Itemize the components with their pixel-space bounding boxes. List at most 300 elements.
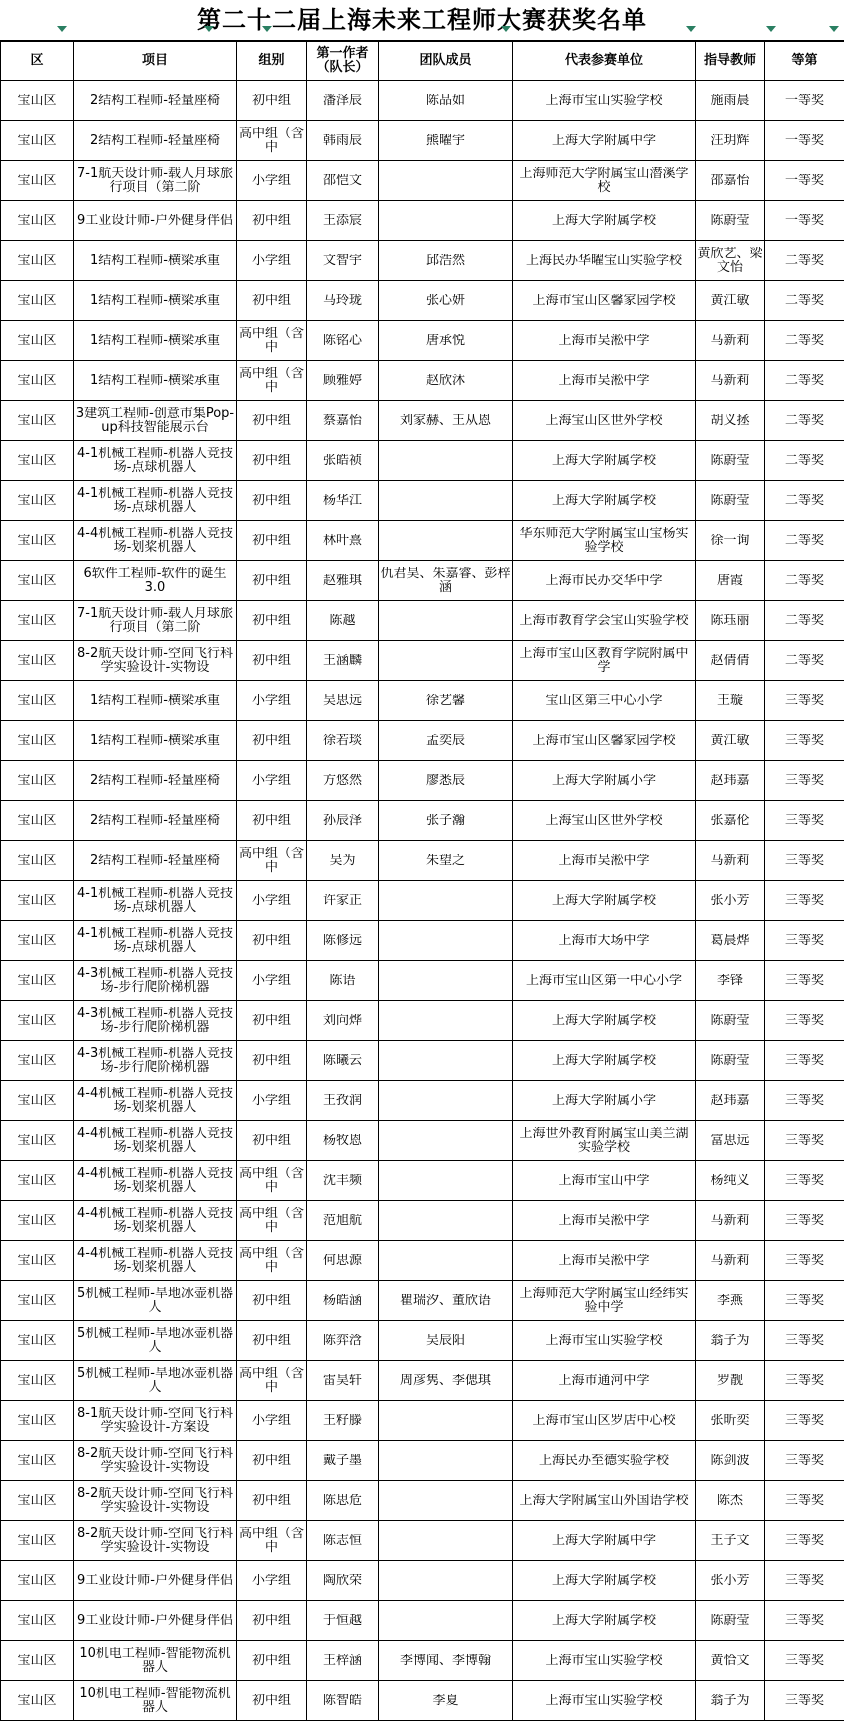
cell-team-members[interactable]: [379, 1001, 513, 1041]
cell-first-author[interactable]: [307, 1321, 379, 1361]
cell-award[interactable]: [765, 521, 844, 561]
cell-school[interactable]: [513, 201, 696, 241]
cell-school[interactable]: [513, 761, 696, 801]
cell-first-author[interactable]: [307, 921, 379, 961]
cell-project[interactable]: [74, 1441, 237, 1481]
cell-team-members[interactable]: [379, 961, 513, 1001]
cell-school[interactable]: [513, 81, 696, 121]
cell-district[interactable]: [1, 321, 74, 361]
cell-group[interactable]: [237, 641, 307, 681]
cell-district[interactable]: [1, 921, 74, 961]
cell-team-members[interactable]: [379, 281, 513, 321]
cell-project[interactable]: [74, 121, 237, 161]
cell-award[interactable]: [765, 1201, 844, 1241]
cell-teacher[interactable]: [696, 321, 765, 361]
cell-teacher[interactable]: [696, 961, 765, 1001]
cell-teacher[interactable]: [696, 481, 765, 521]
cell-team-members[interactable]: [379, 641, 513, 681]
cell-team-members[interactable]: [379, 1161, 513, 1201]
cell-team-members[interactable]: [379, 1321, 513, 1361]
cell-award[interactable]: [765, 1641, 844, 1681]
cell-first-author[interactable]: [307, 1001, 379, 1041]
cell-first-author[interactable]: [307, 1361, 379, 1401]
cell-project[interactable]: [74, 1401, 237, 1441]
filter-dropdown-icon[interactable]: [501, 26, 511, 32]
cell-school[interactable]: [513, 441, 696, 481]
cell-award[interactable]: [765, 1241, 844, 1281]
cell-project[interactable]: [74, 561, 237, 601]
cell-award[interactable]: [765, 1281, 844, 1321]
cell-district[interactable]: [1, 681, 74, 721]
cell-award[interactable]: [765, 81, 844, 121]
cell-award[interactable]: [765, 401, 844, 441]
cell-first-author[interactable]: [307, 841, 379, 881]
cell-team-members[interactable]: [379, 881, 513, 921]
cell-school[interactable]: [513, 921, 696, 961]
cell-team-members[interactable]: [379, 81, 513, 121]
cell-award[interactable]: [765, 121, 844, 161]
cell-award[interactable]: [765, 1601, 844, 1641]
cell-first-author[interactable]: [307, 641, 379, 681]
cell-first-author[interactable]: [307, 961, 379, 1001]
cell-district[interactable]: [1, 1321, 74, 1361]
cell-project[interactable]: [74, 1521, 237, 1561]
cell-school[interactable]: [513, 1201, 696, 1241]
cell-first-author[interactable]: [307, 81, 379, 121]
cell-group[interactable]: [237, 521, 307, 561]
cell-group[interactable]: [237, 1521, 307, 1561]
cell-team-members[interactable]: [379, 1081, 513, 1121]
cell-district[interactable]: [1, 1041, 74, 1081]
filter-dropdown-icon[interactable]: [57, 26, 67, 32]
cell-project[interactable]: [74, 481, 237, 521]
cell-school[interactable]: [513, 1521, 696, 1561]
cell-group[interactable]: [237, 1321, 307, 1361]
cell-project[interactable]: [74, 201, 237, 241]
cell-school[interactable]: [513, 1601, 696, 1641]
cell-district[interactable]: [1, 441, 74, 481]
cell-teacher[interactable]: [696, 1361, 765, 1401]
cell-school[interactable]: [513, 401, 696, 441]
cell-team-members[interactable]: [379, 681, 513, 721]
cell-first-author[interactable]: [307, 801, 379, 841]
cell-school[interactable]: [513, 1281, 696, 1321]
cell-school[interactable]: [513, 881, 696, 921]
cell-team-members[interactable]: [379, 921, 513, 961]
header-district[interactable]: 区: [1, 42, 74, 81]
cell-teacher[interactable]: [696, 841, 765, 881]
cell-district[interactable]: [1, 801, 74, 841]
cell-project[interactable]: [74, 1041, 237, 1081]
cell-award[interactable]: [765, 1521, 844, 1561]
cell-district[interactable]: [1, 1601, 74, 1641]
cell-teacher[interactable]: [696, 921, 765, 961]
cell-first-author[interactable]: [307, 1481, 379, 1521]
cell-school[interactable]: [513, 721, 696, 761]
cell-district[interactable]: [1, 1521, 74, 1561]
cell-district[interactable]: [1, 241, 74, 281]
cell-team-members[interactable]: [379, 521, 513, 561]
cell-team-members[interactable]: [379, 441, 513, 481]
cell-team-members[interactable]: [379, 121, 513, 161]
cell-team-members[interactable]: [379, 1441, 513, 1481]
cell-project[interactable]: [74, 801, 237, 841]
cell-team-members[interactable]: [379, 721, 513, 761]
cell-school[interactable]: [513, 121, 696, 161]
cell-district[interactable]: [1, 401, 74, 441]
cell-district[interactable]: [1, 641, 74, 681]
cell-first-author[interactable]: [307, 1681, 379, 1721]
cell-team-members[interactable]: [379, 1401, 513, 1441]
cell-teacher[interactable]: [696, 1001, 765, 1041]
cell-team-members[interactable]: [379, 1641, 513, 1681]
cell-group[interactable]: [237, 1441, 307, 1481]
cell-district[interactable]: [1, 961, 74, 1001]
cell-school[interactable]: [513, 1561, 696, 1601]
cell-project[interactable]: [74, 1001, 237, 1041]
cell-school[interactable]: [513, 1121, 696, 1161]
cell-project[interactable]: [74, 601, 237, 641]
cell-school[interactable]: [513, 241, 696, 281]
cell-first-author[interactable]: [307, 321, 379, 361]
cell-project[interactable]: [74, 881, 237, 921]
cell-district[interactable]: [1, 1441, 74, 1481]
cell-teacher[interactable]: [696, 1641, 765, 1681]
cell-group[interactable]: [237, 161, 307, 201]
cell-district[interactable]: [1, 561, 74, 601]
cell-district[interactable]: [1, 1401, 74, 1441]
cell-award[interactable]: [765, 241, 844, 281]
cell-district[interactable]: [1, 1681, 74, 1721]
cell-teacher[interactable]: [696, 361, 765, 401]
header-school[interactable]: 代表参赛单位: [513, 42, 696, 81]
cell-teacher[interactable]: [696, 401, 765, 441]
header-teacher[interactable]: 指导教师: [696, 42, 765, 81]
cell-district[interactable]: [1, 1201, 74, 1241]
cell-teacher[interactable]: [696, 1081, 765, 1121]
cell-district[interactable]: [1, 281, 74, 321]
cell-first-author[interactable]: [307, 681, 379, 721]
cell-award[interactable]: [765, 1081, 844, 1121]
cell-teacher[interactable]: [696, 1321, 765, 1361]
cell-award[interactable]: [765, 1441, 844, 1481]
cell-school[interactable]: [513, 641, 696, 681]
cell-team-members[interactable]: [379, 361, 513, 401]
cell-award[interactable]: [765, 561, 844, 601]
cell-team-members[interactable]: [379, 601, 513, 641]
cell-project[interactable]: [74, 1201, 237, 1241]
cell-district[interactable]: [1, 161, 74, 201]
cell-award[interactable]: [765, 1361, 844, 1401]
header-group[interactable]: 组别: [237, 42, 307, 81]
cell-first-author[interactable]: [307, 1161, 379, 1201]
cell-group[interactable]: [237, 241, 307, 281]
cell-project[interactable]: [74, 761, 237, 801]
cell-group[interactable]: [237, 1481, 307, 1521]
cell-group[interactable]: [237, 281, 307, 321]
cell-teacher[interactable]: [696, 81, 765, 121]
cell-district[interactable]: [1, 761, 74, 801]
cell-teacher[interactable]: [696, 161, 765, 201]
cell-project[interactable]: [74, 321, 237, 361]
cell-project[interactable]: [74, 521, 237, 561]
cell-project[interactable]: [74, 81, 237, 121]
header-first-author[interactable]: 第一作者（队长）: [307, 42, 379, 81]
cell-award[interactable]: [765, 1481, 844, 1521]
cell-school[interactable]: [513, 1361, 696, 1401]
cell-first-author[interactable]: [307, 521, 379, 561]
cell-team-members[interactable]: [379, 1521, 513, 1561]
cell-first-author[interactable]: [307, 161, 379, 201]
cell-project[interactable]: [74, 401, 237, 441]
cell-teacher[interactable]: [696, 881, 765, 921]
cell-group[interactable]: [237, 1601, 307, 1641]
cell-district[interactable]: [1, 81, 74, 121]
cell-group[interactable]: [237, 1081, 307, 1121]
cell-teacher[interactable]: [696, 601, 765, 641]
cell-first-author[interactable]: [307, 1641, 379, 1681]
cell-teacher[interactable]: [696, 1401, 765, 1441]
cell-award[interactable]: [765, 1681, 844, 1721]
cell-district[interactable]: [1, 521, 74, 561]
cell-district[interactable]: [1, 1561, 74, 1601]
cell-district[interactable]: [1, 1241, 74, 1281]
cell-project[interactable]: [74, 241, 237, 281]
cell-district[interactable]: [1, 841, 74, 881]
cell-team-members[interactable]: [379, 1601, 513, 1641]
cell-teacher[interactable]: [696, 1201, 765, 1241]
cell-award[interactable]: [765, 1121, 844, 1161]
cell-district[interactable]: [1, 1001, 74, 1041]
cell-school[interactable]: [513, 561, 696, 601]
cell-group[interactable]: [237, 481, 307, 521]
cell-group[interactable]: [237, 201, 307, 241]
cell-first-author[interactable]: [307, 1521, 379, 1561]
cell-group[interactable]: [237, 961, 307, 1001]
cell-teacher[interactable]: [696, 1441, 765, 1481]
cell-team-members[interactable]: [379, 481, 513, 521]
cell-group[interactable]: [237, 121, 307, 161]
cell-award[interactable]: [765, 481, 844, 521]
cell-award[interactable]: [765, 641, 844, 681]
cell-project[interactable]: [74, 1121, 237, 1161]
cell-teacher[interactable]: [696, 281, 765, 321]
cell-first-author[interactable]: [307, 1081, 379, 1121]
cell-teacher[interactable]: [696, 1041, 765, 1081]
cell-project[interactable]: [74, 841, 237, 881]
cell-team-members[interactable]: [379, 1201, 513, 1241]
cell-project[interactable]: [74, 1681, 237, 1721]
cell-group[interactable]: [237, 441, 307, 481]
cell-award[interactable]: [765, 601, 844, 641]
cell-school[interactable]: [513, 161, 696, 201]
cell-team-members[interactable]: [379, 801, 513, 841]
cell-school[interactable]: [513, 1681, 696, 1721]
filter-dropdown-icon[interactable]: [829, 26, 839, 32]
cell-group[interactable]: [237, 1041, 307, 1081]
cell-group[interactable]: [237, 1361, 307, 1401]
cell-school[interactable]: [513, 1401, 696, 1441]
cell-team-members[interactable]: [379, 1561, 513, 1601]
cell-school[interactable]: [513, 361, 696, 401]
filter-dropdown-icon[interactable]: [686, 26, 696, 32]
cell-project[interactable]: [74, 1561, 237, 1601]
cell-award[interactable]: [765, 1041, 844, 1081]
cell-teacher[interactable]: [696, 1681, 765, 1721]
cell-award[interactable]: [765, 201, 844, 241]
cell-first-author[interactable]: [307, 1401, 379, 1441]
cell-team-members[interactable]: [379, 561, 513, 601]
cell-project[interactable]: [74, 1081, 237, 1121]
cell-project[interactable]: [74, 681, 237, 721]
cell-group[interactable]: [237, 681, 307, 721]
cell-project[interactable]: [74, 721, 237, 761]
cell-teacher[interactable]: [696, 681, 765, 721]
cell-group[interactable]: [237, 1121, 307, 1161]
cell-district[interactable]: [1, 601, 74, 641]
cell-first-author[interactable]: [307, 561, 379, 601]
cell-group[interactable]: [237, 1241, 307, 1281]
cell-award[interactable]: [765, 961, 844, 1001]
cell-first-author[interactable]: [307, 241, 379, 281]
cell-group[interactable]: [237, 761, 307, 801]
cell-school[interactable]: [513, 841, 696, 881]
cell-district[interactable]: [1, 481, 74, 521]
cell-group[interactable]: [237, 921, 307, 961]
cell-district[interactable]: [1, 121, 74, 161]
cell-school[interactable]: [513, 1041, 696, 1081]
cell-teacher[interactable]: [696, 561, 765, 601]
cell-team-members[interactable]: [379, 241, 513, 281]
cell-first-author[interactable]: [307, 441, 379, 481]
cell-group[interactable]: [237, 1641, 307, 1681]
cell-project[interactable]: [74, 1641, 237, 1681]
cell-team-members[interactable]: [379, 761, 513, 801]
cell-team-members[interactable]: [379, 1121, 513, 1161]
cell-group[interactable]: [237, 1001, 307, 1041]
cell-school[interactable]: [513, 321, 696, 361]
filter-dropdown-icon[interactable]: [204, 26, 214, 32]
cell-district[interactable]: [1, 1281, 74, 1321]
cell-team-members[interactable]: [379, 1041, 513, 1081]
cell-teacher[interactable]: [696, 1481, 765, 1521]
cell-award[interactable]: [765, 1161, 844, 1201]
filter-dropdown-icon[interactable]: [766, 26, 776, 32]
cell-team-members[interactable]: [379, 401, 513, 441]
cell-first-author[interactable]: [307, 1241, 379, 1281]
cell-district[interactable]: [1, 1161, 74, 1201]
cell-award[interactable]: [765, 361, 844, 401]
cell-first-author[interactable]: [307, 721, 379, 761]
cell-school[interactable]: [513, 801, 696, 841]
cell-project[interactable]: [74, 161, 237, 201]
cell-award[interactable]: [765, 1001, 844, 1041]
cell-teacher[interactable]: [696, 1161, 765, 1201]
cell-award[interactable]: [765, 161, 844, 201]
cell-school[interactable]: [513, 1641, 696, 1681]
cell-first-author[interactable]: [307, 1561, 379, 1601]
cell-teacher[interactable]: [696, 1241, 765, 1281]
cell-team-members[interactable]: [379, 1281, 513, 1321]
cell-first-author[interactable]: [307, 761, 379, 801]
cell-group[interactable]: [237, 401, 307, 441]
cell-group[interactable]: [237, 721, 307, 761]
cell-school[interactable]: [513, 601, 696, 641]
cell-project[interactable]: [74, 1481, 237, 1521]
cell-award[interactable]: [765, 441, 844, 481]
header-project[interactable]: 项目: [74, 42, 237, 81]
cell-project[interactable]: [74, 281, 237, 321]
cell-team-members[interactable]: [379, 201, 513, 241]
cell-school[interactable]: [513, 961, 696, 1001]
cell-district[interactable]: [1, 1361, 74, 1401]
cell-project[interactable]: [74, 1241, 237, 1281]
cell-award[interactable]: [765, 761, 844, 801]
cell-first-author[interactable]: [307, 401, 379, 441]
cell-project[interactable]: [74, 961, 237, 1001]
cell-award[interactable]: [765, 881, 844, 921]
cell-district[interactable]: [1, 1121, 74, 1161]
cell-group[interactable]: [237, 881, 307, 921]
cell-teacher[interactable]: [696, 1521, 765, 1561]
cell-project[interactable]: [74, 1281, 237, 1321]
cell-teacher[interactable]: [696, 801, 765, 841]
cell-project[interactable]: [74, 1601, 237, 1641]
cell-project[interactable]: [74, 1361, 237, 1401]
cell-group[interactable]: [237, 361, 307, 401]
header-team-members[interactable]: 团队成员: [379, 42, 513, 81]
cell-group[interactable]: [237, 1281, 307, 1321]
cell-group[interactable]: [237, 81, 307, 121]
cell-team-members[interactable]: [379, 161, 513, 201]
cell-group[interactable]: [237, 1201, 307, 1241]
cell-teacher[interactable]: [696, 641, 765, 681]
cell-group[interactable]: [237, 841, 307, 881]
filter-dropdown-icon[interactable]: [262, 26, 272, 32]
cell-project[interactable]: [74, 1321, 237, 1361]
cell-award[interactable]: [765, 841, 844, 881]
cell-teacher[interactable]: [696, 761, 765, 801]
cell-project[interactable]: [74, 361, 237, 401]
cell-teacher[interactable]: [696, 521, 765, 561]
cell-district[interactable]: [1, 1081, 74, 1121]
cell-school[interactable]: [513, 281, 696, 321]
cell-team-members[interactable]: [379, 321, 513, 361]
cell-group[interactable]: [237, 1161, 307, 1201]
cell-teacher[interactable]: [696, 1601, 765, 1641]
cell-award[interactable]: [765, 681, 844, 721]
cell-first-author[interactable]: [307, 361, 379, 401]
cell-award[interactable]: [765, 1561, 844, 1601]
cell-award[interactable]: [765, 281, 844, 321]
cell-group[interactable]: [237, 1681, 307, 1721]
cell-project[interactable]: [74, 921, 237, 961]
cell-school[interactable]: [513, 1001, 696, 1041]
cell-award[interactable]: [765, 1321, 844, 1361]
cell-teacher[interactable]: [696, 241, 765, 281]
cell-teacher[interactable]: [696, 1561, 765, 1601]
cell-award[interactable]: [765, 721, 844, 761]
cell-first-author[interactable]: [307, 281, 379, 321]
cell-team-members[interactable]: [379, 841, 513, 881]
cell-group[interactable]: [237, 801, 307, 841]
cell-first-author[interactable]: [307, 121, 379, 161]
cell-school[interactable]: [513, 681, 696, 721]
cell-first-author[interactable]: [307, 481, 379, 521]
cell-first-author[interactable]: [307, 881, 379, 921]
cell-award[interactable]: [765, 321, 844, 361]
cell-school[interactable]: [513, 521, 696, 561]
